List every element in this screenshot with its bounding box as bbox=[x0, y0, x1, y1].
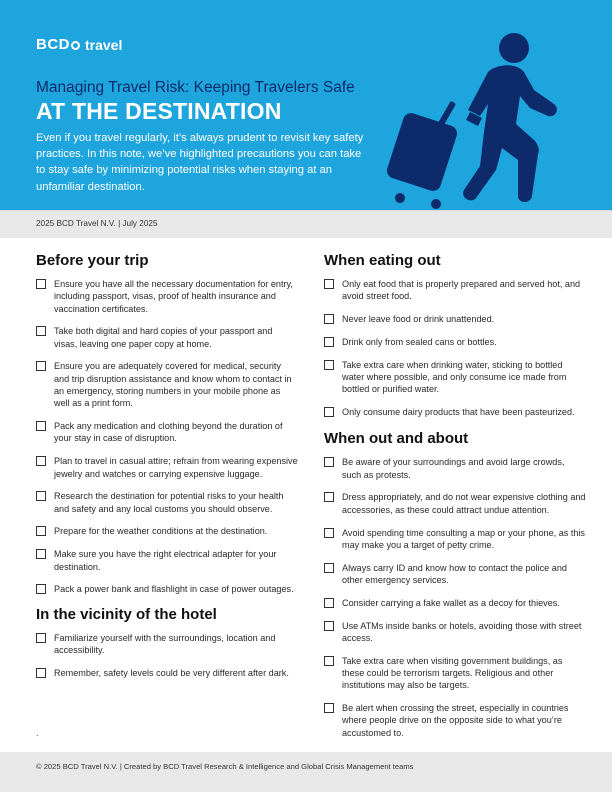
checklist-item-text: Avoid spending time consulting a map or your phone, as this may make you a target of petty crime. bbox=[342, 527, 585, 550]
checklist-item bbox=[324, 527, 586, 552]
header-kicker: Managing Travel Risk: Keeping Travelers Safe bbox=[36, 79, 355, 96]
checklist-item-text: Drink only from sealed cans or bottles. bbox=[342, 336, 497, 347]
checklist-item-text: Consider carrying a fake wallet as a decoy for thieves. bbox=[342, 597, 560, 608]
checklist-item-text: Only eat food that is properly prepared and served hot, and avoid street food. bbox=[342, 279, 581, 302]
checklist-before-trip bbox=[36, 278, 298, 596]
checklist-item-text: Dress appropriately, and do not wear expensive clothing and accessories, as these could attract undue attention. bbox=[342, 492, 586, 515]
header-banner bbox=[0, 0, 612, 210]
checklist-item bbox=[36, 525, 298, 537]
left-column bbox=[36, 252, 298, 690]
checkbox-icon[interactable] bbox=[324, 314, 334, 324]
checklist-item bbox=[324, 313, 586, 325]
checklist-item bbox=[324, 359, 586, 396]
checkbox-icon[interactable] bbox=[324, 621, 334, 631]
checkbox-icon[interactable] bbox=[36, 491, 46, 501]
checklist-item bbox=[36, 325, 298, 350]
checklist-item-text: Ensure you are adequately covered for medical, security and trip disruption assistance and know whom to contact in an emergency, storing numbers in your mobile phone as well as a print form. bbox=[54, 361, 292, 409]
checklist-item-text: Ensure you have all the necessary documentation for entry, including passport, visas, proof of health insurance and vaccination certificates. bbox=[54, 279, 293, 314]
checklist-item bbox=[36, 278, 298, 315]
bcd-travel-logo bbox=[36, 36, 122, 53]
checklist-item bbox=[324, 597, 586, 609]
checkbox-icon[interactable] bbox=[36, 361, 46, 371]
checklist-item bbox=[324, 406, 586, 418]
checkbox-icon[interactable] bbox=[324, 492, 334, 502]
checkbox-icon[interactable] bbox=[324, 337, 334, 347]
section-before-trip bbox=[36, 252, 298, 596]
checkbox-icon[interactable] bbox=[324, 563, 334, 573]
checkbox-icon[interactable] bbox=[36, 668, 46, 678]
checkbox-icon[interactable] bbox=[324, 407, 334, 417]
checkbox-icon[interactable] bbox=[36, 326, 46, 336]
checklist-item bbox=[324, 456, 586, 481]
footer-text: © 2025 BCD Travel N.V. | Created by BCD Travel Research & Intelligence and Global Crisis Management teams bbox=[36, 762, 414, 771]
checklist-item-text: Pack a power bank and flashlight in case of power outages. bbox=[54, 584, 294, 595]
checklist-vicinity-hotel bbox=[36, 632, 298, 679]
traveler-with-suitcase-icon bbox=[384, 20, 574, 210]
checkbox-icon[interactable] bbox=[324, 279, 334, 289]
checklist-item bbox=[324, 655, 586, 692]
checklist-item-text: Use ATMs inside banks or hotels, avoiding those with street access. bbox=[342, 620, 582, 643]
section-title: When eating out bbox=[324, 252, 441, 269]
checklist-eating-out bbox=[324, 278, 586, 418]
checklist-item-text: Always carry ID and know how to contact the police and other emergency services. bbox=[342, 562, 567, 585]
checkbox-icon[interactable] bbox=[36, 279, 46, 289]
checklist-item bbox=[36, 455, 298, 480]
checklist-item-text: Prepare for the weather conditions at the destination. bbox=[54, 526, 268, 537]
checkbox-icon[interactable] bbox=[324, 703, 334, 713]
checklist-item bbox=[36, 548, 298, 573]
checklist-item-text: Take extra care when visiting government buildings, as these could be terrorism targets. Religious and other institutions may also be targets. bbox=[342, 655, 563, 691]
checkbox-icon[interactable] bbox=[324, 528, 334, 538]
section-vicinity-hotel bbox=[36, 606, 298, 679]
page-title: AT THE DESTINATION bbox=[36, 98, 282, 124]
checklist-item bbox=[324, 278, 586, 303]
checklist-item-text: Make sure you have the right electrical adapter for your destination. bbox=[54, 549, 277, 572]
stray-mark: . bbox=[36, 728, 39, 738]
checklist-item bbox=[36, 360, 298, 409]
meta-bar bbox=[0, 210, 612, 238]
checklist-item-text: Familiarize yourself with the surroundings, location and accessibility. bbox=[54, 633, 276, 656]
right-column bbox=[324, 252, 586, 749]
checklist-item-text: Take extra care when drinking water, sticking to bottled water where possible, and only consume ice made from bottled or purified water. bbox=[342, 359, 567, 395]
checklist-item-text: Research the destination for potential risks to your health and safety and any local customs you should observe. bbox=[54, 491, 284, 514]
section-out-about bbox=[324, 430, 586, 739]
section-title: When out and about bbox=[324, 430, 469, 448]
checklist-item bbox=[324, 702, 586, 739]
checkbox-icon[interactable] bbox=[324, 656, 334, 666]
checkbox-icon[interactable] bbox=[36, 456, 46, 466]
checklist-item bbox=[324, 336, 586, 348]
checklist-item bbox=[36, 490, 298, 515]
checklist-item-text: Remember, safety levels could be very different after dark. bbox=[54, 668, 289, 679]
checklist-item-text: Only consume dairy products that have been pasteurized. bbox=[342, 407, 575, 418]
checklist-item-text: Be aware of your surroundings and avoid large crowds, such as protests. bbox=[342, 457, 565, 480]
checklist-item bbox=[324, 620, 586, 645]
checkbox-icon[interactable] bbox=[324, 457, 334, 467]
checklist-item bbox=[36, 583, 298, 595]
section-eating-out bbox=[324, 252, 586, 418]
checkbox-icon[interactable] bbox=[36, 633, 46, 643]
footer bbox=[0, 752, 612, 792]
checkbox-icon[interactable] bbox=[36, 549, 46, 559]
checklist-item-text: Pack any medication and clothing beyond the duration of your stay in case of disruption. bbox=[54, 421, 283, 444]
checklist-item-text: Plan to travel in casual attire; refrain from wearing expensive jewelry and watches or carrying expensive luggage. bbox=[54, 456, 298, 479]
logo-subtext: travel bbox=[85, 36, 123, 53]
checklist-item bbox=[36, 667, 298, 679]
checkbox-icon[interactable] bbox=[36, 526, 46, 536]
logo-wordmark: BCD bbox=[36, 36, 70, 53]
checklist-out-about bbox=[324, 456, 586, 739]
checkbox-icon[interactable] bbox=[324, 598, 334, 608]
checkbox-icon[interactable] bbox=[324, 360, 334, 370]
meta-text: 2025 BCD Travel N.V. | July 2025 bbox=[36, 219, 158, 228]
checkbox-icon[interactable] bbox=[36, 584, 46, 594]
checklist-item-text: Be alert when crossing the street, especially in countries where people drive on the opposite side to what you’re accustomed to. bbox=[342, 703, 569, 738]
checklist-item bbox=[36, 632, 298, 657]
checklist-item bbox=[324, 491, 586, 516]
checklist-item-text: Take both digital and hard copies of your passport and visas, leaving one paper copy at home. bbox=[54, 326, 273, 349]
logo-dot-icon bbox=[71, 41, 80, 50]
checkbox-icon[interactable] bbox=[36, 421, 46, 431]
checklist-item-text: Never leave food or drink unattended. bbox=[342, 314, 495, 325]
checklist-item bbox=[36, 420, 298, 445]
intro-paragraph: Even if you travel regularly, it’s always prudent to revisit key safety practices. In this note, we’ve highlighted precautions you can take to stay safe by minimizing potential risks when staying at an unfamiliar destination. bbox=[36, 132, 364, 193]
section-title: Before your trip bbox=[36, 252, 149, 269]
checklist-item bbox=[324, 562, 586, 587]
section-title: In the vicinity of the hotel bbox=[36, 606, 217, 624]
